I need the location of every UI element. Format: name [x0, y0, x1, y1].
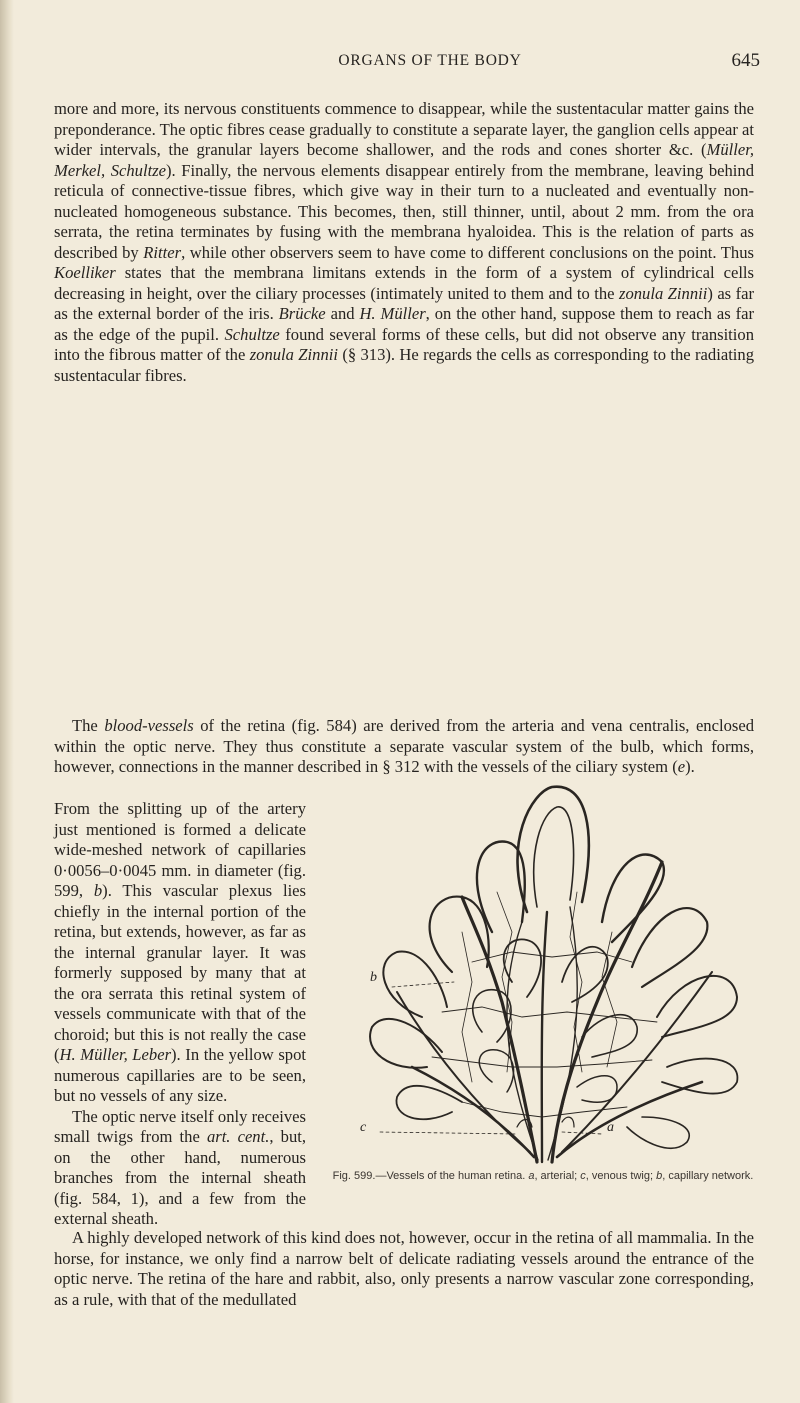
- paragraph-retina-termination: [54, 99, 754, 386]
- text-run: of the retina (fig. 584) are derived from the arteria and vena centralis, enclosed within the optic nerve. They thus constitute a separate vascular system of the bulb, which forms, however, connections in the manner described in § 312 with the vessels of the ciliary system (: [54, 716, 754, 776]
- author-name: Brücke: [278, 304, 326, 323]
- caption-text: Fig. 599.—Vessels of the human retina.: [332, 1170, 529, 1182]
- figure-label-c: c: [360, 1120, 367, 1135]
- column-paragraph-optic-nerve: [54, 1107, 306, 1230]
- page-number: 645: [731, 50, 760, 71]
- text-run: ). In the yellow spot numerous capillaries are to be seen, but no vessels of any size.: [54, 1045, 306, 1105]
- figure-letter: b: [93, 881, 103, 900]
- retina-vessels-illustration: [312, 782, 762, 1172]
- page-header: [100, 50, 760, 80]
- paragraph-mammalia: [54, 1228, 754, 1310]
- page-binding-shadow: [0, 0, 14, 1403]
- text-run: states that the membrana limitans extends in the form of a system of cylindrical cells decreasing in height, over the ciliary processes (intimately united to them and to the: [54, 263, 754, 303]
- author-name: Koelliker: [54, 263, 116, 282]
- column-text-capillaries: [54, 799, 306, 1230]
- text-run: more and more, its nervous constituents commence to disappear, while the sustentacular matter gains the preponderance. The optic fibres cease gradually to constitute a separate layer, the ganglion cells appear at wider intervals, the granular layers become shallower, and the rods and cones shorter &c. (: [54, 99, 754, 159]
- figure-caption: [328, 1170, 758, 1183]
- text-run: ) as far as the external border of the iris.: [54, 283, 755, 323]
- text-run: , but, on the other hand, numerous branches from the internal sheath (fig. 584, 1), and a few from the external sheath.: [54, 1127, 307, 1228]
- author-names: Müller, Merkel, Schultze: [54, 140, 754, 180]
- author-name: Ritter: [143, 242, 182, 262]
- text-run: ). This vascular plexus lies chiefly in the internal portion of the retina, but extends, however, as far as the internal granular layer. It was formerly supposed by many that at the ora serrata this retinal system of vessels communicate with that of the choroid; but this is not really the case (: [54, 881, 307, 1064]
- figure-retina-vessels: [312, 782, 762, 1232]
- text-run: The optic nerve itself only receives small twigs from the: [54, 1106, 306, 1146]
- caption-letter: b: [656, 1170, 663, 1182]
- text-run: , on the other hand, suppose them to reach as far as the edge of the pupil.: [54, 304, 754, 344]
- abbreviation: art. cent.: [206, 1127, 270, 1146]
- anatomical-term: zonula Zinnii: [618, 283, 708, 303]
- text-run: found several forms of these cells, but did not observe any transition into the fibrous matter of the: [54, 324, 754, 364]
- figure-label-b: b: [370, 970, 377, 985]
- paragraph-body: [54, 716, 754, 778]
- text-run: From the splitting up of the artery just mentioned is formed a delicate wide-meshed network of capillaries 0·0056–0·0045 mm. in diameter (fig. 599,: [54, 799, 306, 900]
- text-run: and: [325, 304, 360, 323]
- text-run: A highly developed network of this kind does not, however, occur in the retina of all mammalia. In the horse, for instance, we only find a narrow belt of delicate radiating vessels around the entrance of the optic nerve. The retina of the hare and rabbit, also, only presents a narrow vascular zone corresponding, as a rule, with that of the medullated: [54, 1228, 754, 1309]
- figure-letter: e: [677, 757, 686, 776]
- term-blood-vessels: blood-vessels: [104, 716, 194, 735]
- caption-letter: c: [580, 1170, 586, 1182]
- text-run: ).: [685, 757, 695, 776]
- author-name: Schultze: [224, 324, 280, 344]
- author-names: H. Müller, Leber: [59, 1045, 172, 1064]
- caption-text: , arterial;: [534, 1170, 581, 1182]
- figure-label-a: a: [607, 1120, 614, 1135]
- caption-text: , capillary network.: [662, 1170, 754, 1182]
- caption-letter: a: [528, 1170, 535, 1182]
- text-run: (§ 313). He regards the cells as corresponding to the radiating sustentacular fibres.: [54, 345, 755, 385]
- text-run: The: [72, 716, 105, 735]
- text-run: , while other observers seem to have come to different conclusions on the point. Thus: [181, 242, 754, 262]
- running-title: ORGANS OF THE BODY: [338, 52, 522, 69]
- text-run: ). Finally, the nervous elements disappear entirely from the membrane, leaving behind reticula of connective-tissue fibres, which give way in their turn to a nucleated and eventually non-nucleated homogeneous substance. This becomes, then, still thinner, until, about 2 mm. from the ora serrata, the retina terminates by fusing with the membrana hyaloidea. This is the relation of parts as described by: [54, 160, 754, 262]
- caption-text: , venous twig;: [585, 1170, 657, 1182]
- paragraph-blood-vessels: [54, 716, 754, 778]
- anatomical-term: zonula Zinnii: [249, 345, 338, 364]
- author-name: H. Müller: [359, 304, 426, 323]
